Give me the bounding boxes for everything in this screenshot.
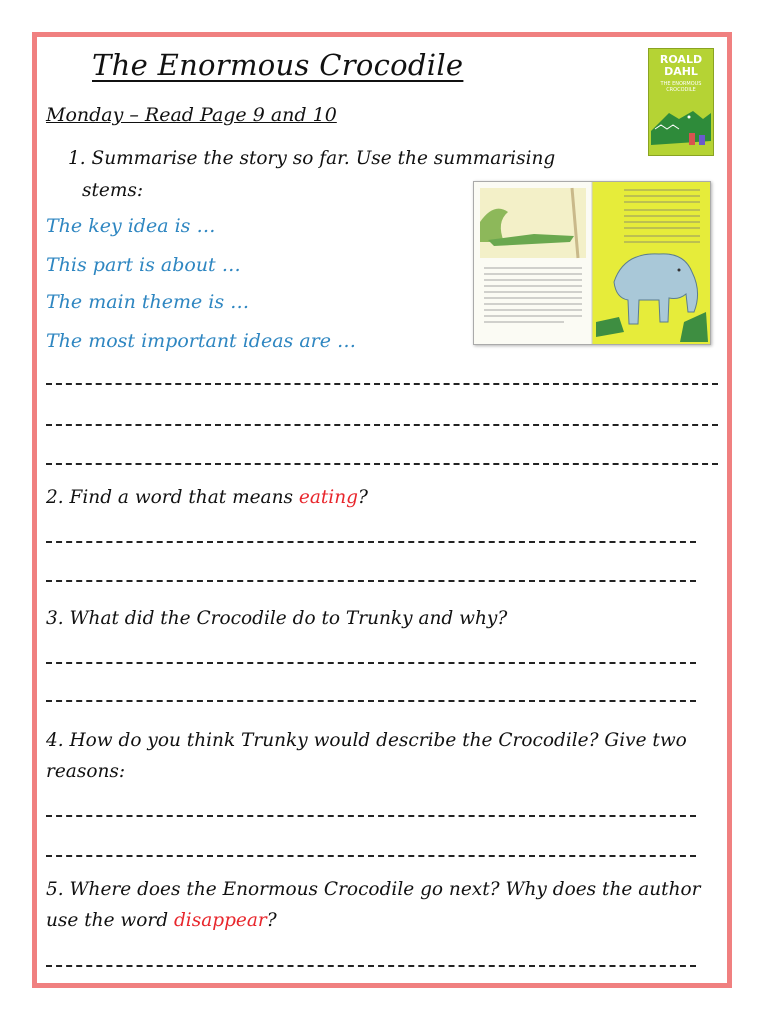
summary-stem-3: The main theme is … [46, 291, 250, 313]
answer-line[interactable] [46, 463, 718, 465]
answer-line[interactable] [46, 965, 696, 967]
highlight-word-eating: eating [298, 487, 358, 508]
question-4-text: 4. How do you think Trunky would describe the Crocodile? Give two [46, 730, 687, 751]
page-title: The Enormous Crocodile [92, 48, 464, 82]
crocodile-illustration [649, 49, 713, 155]
question-5-text-cont: use the word disappear? [46, 910, 277, 931]
question-1-text-cont: stems: [82, 180, 144, 201]
question-2-text: 2. Find a word that means eating? [46, 487, 368, 508]
answer-line[interactable] [46, 580, 696, 582]
summary-stem-2: This part is about … [46, 254, 241, 276]
question-5-text: 5. Where does the Enormous Crocodile go next? Why does the author [46, 879, 701, 900]
answer-line[interactable] [46, 662, 696, 664]
summary-stem-4: The most important ideas are … [46, 330, 357, 352]
book-page-spread-image [473, 181, 711, 345]
cover-title: THE ENORMOUS CROCODILE [660, 81, 702, 93]
highlight-word-disappear: disappear [173, 910, 267, 931]
question-1-text: 1. Summarise the story so far. Use the summarising [68, 148, 556, 169]
question-4-text-cont: reasons: [46, 761, 126, 782]
summary-stem-1: The key idea is … [46, 215, 216, 237]
answer-line[interactable] [46, 383, 718, 385]
page-border [32, 32, 732, 988]
answer-line[interactable] [46, 855, 696, 857]
cover-author: ROALD DAHL [659, 53, 703, 78]
day-subheading: Monday – Read Page 9 and 10 [46, 104, 337, 126]
story-illustration [474, 182, 710, 344]
answer-line[interactable] [46, 541, 696, 543]
book-cover-image [648, 48, 714, 156]
answer-line[interactable] [46, 815, 696, 817]
question-3-text: 3. What did the Crocodile do to Trunky and why? [46, 608, 508, 629]
answer-line[interactable] [46, 700, 696, 702]
answer-line[interactable] [46, 424, 718, 426]
